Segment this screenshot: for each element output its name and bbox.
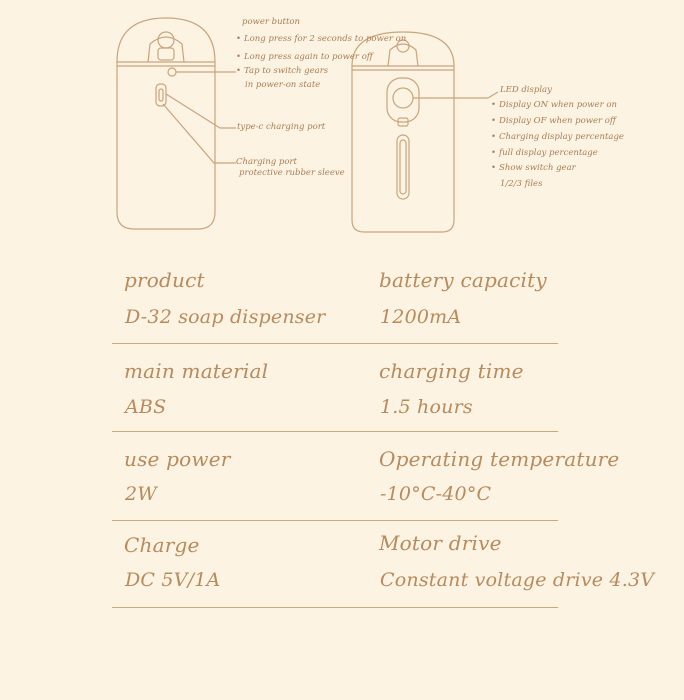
spec-label-charge: Charge bbox=[124, 533, 200, 557]
power-button-title: power button bbox=[242, 17, 300, 27]
led-note-2: • Display OF when power off bbox=[491, 115, 616, 127]
spec-label-motor: Motor drive bbox=[379, 531, 502, 555]
led-note-cont: 1/2/3 files bbox=[500, 179, 543, 189]
power-note-2: • Long press again to power off bbox=[236, 51, 373, 63]
power-note-1: • Long press for 2 seconds to power on bbox=[236, 33, 406, 45]
divider bbox=[112, 607, 558, 608]
divider bbox=[112, 520, 558, 521]
divider bbox=[112, 431, 558, 432]
led-note-4: • full display percentage bbox=[491, 147, 598, 159]
led-title: LED display bbox=[500, 85, 552, 95]
power-note-cont: in power-on state bbox=[245, 80, 321, 90]
spec-label-material: main material bbox=[124, 359, 269, 383]
spec-value-motor: Constant voltage drive 4.3V bbox=[380, 569, 655, 591]
spec-label-power: use power bbox=[124, 447, 231, 471]
spec-label-charging-time: charging time bbox=[379, 359, 524, 383]
sleeve-note-1: Charging port bbox=[236, 157, 297, 167]
divider bbox=[112, 343, 558, 344]
spec-value-charge: DC 5V/1A bbox=[125, 569, 221, 591]
spec-value-temperature: -10°C-40°C bbox=[380, 483, 492, 505]
sleeve-note-2: protective rubber sleeve bbox=[239, 168, 345, 178]
spec-value-material: ABS bbox=[125, 396, 167, 418]
spec-label-product: product bbox=[124, 268, 205, 292]
led-note-5: • Show switch gear bbox=[491, 162, 576, 174]
led-note-3: • Charging display percentage bbox=[491, 131, 624, 143]
spec-label-temperature: Operating temperature bbox=[379, 447, 620, 471]
spec-label-battery: battery capacity bbox=[379, 268, 547, 292]
spec-value-charging-time: 1.5 hours bbox=[380, 396, 473, 418]
spec-value-product: D-32 soap dispenser bbox=[125, 306, 326, 328]
power-note-3: • Tap to switch gears bbox=[236, 65, 328, 77]
spec-value-battery: 1200mA bbox=[380, 306, 462, 328]
typec-note: type-c charging port bbox=[237, 122, 326, 132]
spec-value-power: 2W bbox=[125, 483, 158, 505]
led-note-1: • Display ON when power on bbox=[491, 99, 617, 111]
